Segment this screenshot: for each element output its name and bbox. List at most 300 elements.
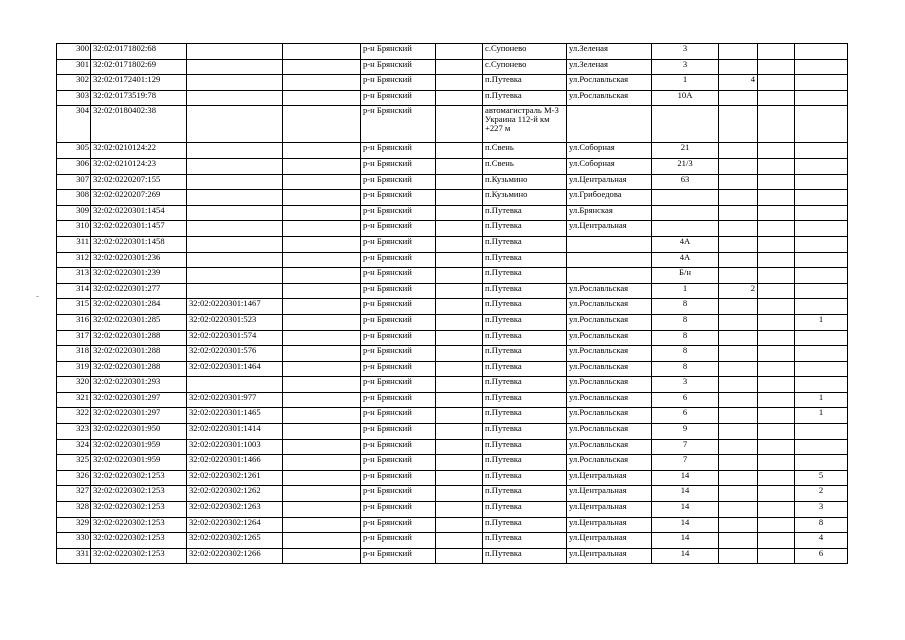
linked-cadastral-number: 32:02:0220302:1263 [187, 502, 283, 518]
linked-cadastral-number: 32:02:0220302:1265 [187, 533, 283, 549]
empty-cell [436, 330, 483, 346]
street: ул.Центральная [567, 486, 652, 502]
table-row [57, 190, 848, 206]
table-row [57, 486, 848, 502]
house-number: 3 [652, 377, 719, 393]
empty-cell [283, 106, 361, 143]
house-number: 7 [652, 439, 719, 455]
empty-cell [758, 59, 795, 75]
cadastral-number: 32:02:0220301:285 [91, 314, 187, 330]
linked-cadastral-number [187, 75, 283, 91]
locality: п.Путевка [483, 314, 567, 330]
district: р-н Брянский [361, 90, 436, 106]
street: ул.Рославльская [567, 439, 652, 455]
count-value [795, 59, 848, 75]
house-number: 14 [652, 486, 719, 502]
street: ул.Рославльская [567, 455, 652, 471]
locality: п.Путевка [483, 533, 567, 549]
empty-cell [758, 361, 795, 377]
cadastral-number: 32:02:0220207:155 [91, 174, 187, 190]
empty-cell [283, 314, 361, 330]
count-value: 1 [795, 314, 848, 330]
locality: п.Путевка [483, 299, 567, 315]
house-number: 14 [652, 502, 719, 518]
linked-cadastral-number [187, 283, 283, 299]
extra-number [719, 106, 758, 143]
empty-cell [758, 548, 795, 564]
street: ул.Брянская [567, 205, 652, 221]
linked-cadastral-number [187, 44, 283, 60]
row-number: 306 [57, 158, 91, 174]
empty-cell [758, 299, 795, 315]
cadastral-number: 32:02:0180402:38 [91, 106, 187, 143]
house-number: 6 [652, 392, 719, 408]
count-value: 5 [795, 470, 848, 486]
table-row [57, 221, 848, 237]
empty-cell [758, 236, 795, 252]
empty-cell [436, 361, 483, 377]
empty-cell [758, 90, 795, 106]
empty-cell [436, 533, 483, 549]
extra-number [719, 392, 758, 408]
locality: п.Путевка [483, 377, 567, 393]
cadastral-number: 32:02:0220301:297 [91, 408, 187, 424]
district: р-н Брянский [361, 377, 436, 393]
extra-number [719, 174, 758, 190]
locality: п.Путевка [483, 548, 567, 564]
table-row [57, 44, 848, 60]
count-value [795, 205, 848, 221]
empty-cell [758, 252, 795, 268]
empty-cell [436, 174, 483, 190]
linked-cadastral-number [187, 252, 283, 268]
district: р-н Брянский [361, 299, 436, 315]
table-row [57, 548, 848, 564]
extra-number [719, 377, 758, 393]
street: ул.Рославльская [567, 408, 652, 424]
locality: п.Свень [483, 158, 567, 174]
cadastral-number: 32:02:0210124:23 [91, 158, 187, 174]
empty-cell [758, 486, 795, 502]
count-value [795, 106, 848, 143]
count-value [795, 455, 848, 471]
empty-cell [436, 424, 483, 440]
count-value: 3 [795, 502, 848, 518]
locality: п.Путевка [483, 283, 567, 299]
table-row [57, 330, 848, 346]
cadastral-number: 32:02:0220301:277 [91, 283, 187, 299]
locality: п.Путевка [483, 408, 567, 424]
cadastral-number: 32:02:0220301:959 [91, 439, 187, 455]
empty-cell [283, 517, 361, 533]
empty-cell [436, 59, 483, 75]
table-row [57, 517, 848, 533]
street [567, 236, 652, 252]
district: р-н Брянский [361, 221, 436, 237]
extra-number [719, 486, 758, 502]
district: р-н Брянский [361, 314, 436, 330]
extra-number: 2 [719, 283, 758, 299]
row-number: 331 [57, 548, 91, 564]
street: ул.Зеленая [567, 59, 652, 75]
table-row [57, 439, 848, 455]
street: ул.Грибоедова [567, 190, 652, 206]
row-number: 318 [57, 346, 91, 362]
empty-cell [283, 330, 361, 346]
row-number: 308 [57, 190, 91, 206]
district: р-н Брянский [361, 392, 436, 408]
count-value [795, 236, 848, 252]
locality: п.Путевка [483, 90, 567, 106]
table-row [57, 236, 848, 252]
empty-cell [436, 190, 483, 206]
extra-number [719, 299, 758, 315]
locality: п.Путевка [483, 455, 567, 471]
district: р-н Брянский [361, 236, 436, 252]
house-number: Б/н [652, 268, 719, 284]
cadastral-number: 32:02:0171802:68 [91, 44, 187, 60]
count-value [795, 283, 848, 299]
locality: п.Кузьмино [483, 174, 567, 190]
linked-cadastral-number: 32:02:0220301:523 [187, 314, 283, 330]
extra-number [719, 90, 758, 106]
house-number: 8 [652, 330, 719, 346]
empty-cell [758, 533, 795, 549]
cadastral-number: 32:02:0220301:239 [91, 268, 187, 284]
extra-number [719, 361, 758, 377]
street: ул.Рославльская [567, 75, 652, 91]
district: р-н Брянский [361, 361, 436, 377]
house-number: 63 [652, 174, 719, 190]
extra-number [719, 221, 758, 237]
table-row [57, 392, 848, 408]
empty-cell [758, 205, 795, 221]
empty-cell [758, 44, 795, 60]
registry-table-body [57, 44, 848, 564]
cadastral-number: 32:02:0220301:1457 [91, 221, 187, 237]
empty-cell [436, 90, 483, 106]
extra-number [719, 408, 758, 424]
empty-cell [436, 548, 483, 564]
linked-cadastral-number [187, 221, 283, 237]
street: ул.Центральная [567, 517, 652, 533]
extra-number [719, 330, 758, 346]
locality: п.Путевка [483, 424, 567, 440]
linked-cadastral-number: 32:02:0220302:1264 [187, 517, 283, 533]
house-number: 14 [652, 517, 719, 533]
district: р-н Брянский [361, 424, 436, 440]
table-row [57, 59, 848, 75]
table-row [57, 174, 848, 190]
cadastral-number: 32:02:0220301:288 [91, 330, 187, 346]
cadastral-number: 32:02:0172401:129 [91, 75, 187, 91]
district: р-н Брянский [361, 346, 436, 362]
table-row [57, 533, 848, 549]
empty-cell [283, 439, 361, 455]
district: р-н Брянский [361, 486, 436, 502]
empty-cell [758, 314, 795, 330]
locality: п.Путевка [483, 361, 567, 377]
cadastral-number: 32:02:0220302:1253 [91, 548, 187, 564]
cadastral-number: 32:02:0220302:1253 [91, 502, 187, 518]
locality: п.Путевка [483, 502, 567, 518]
house-number: 8 [652, 346, 719, 362]
house-number: 6 [652, 408, 719, 424]
district: р-н Брянский [361, 408, 436, 424]
empty-cell [436, 143, 483, 159]
row-number: 305 [57, 143, 91, 159]
row-number: 302 [57, 75, 91, 91]
district: р-н Брянский [361, 533, 436, 549]
empty-cell [436, 392, 483, 408]
empty-cell [283, 44, 361, 60]
linked-cadastral-number: 32:02:0220301:1414 [187, 424, 283, 440]
district: р-н Брянский [361, 252, 436, 268]
street [567, 106, 652, 143]
street: ул.Рославльская [567, 361, 652, 377]
empty-cell [758, 75, 795, 91]
extra-number [719, 205, 758, 221]
cadastral-number: 32:02:0220302:1253 [91, 517, 187, 533]
count-value [795, 346, 848, 362]
street [567, 252, 652, 268]
empty-cell [436, 106, 483, 143]
empty-cell [758, 106, 795, 143]
row-number: 315 [57, 299, 91, 315]
empty-cell [436, 502, 483, 518]
empty-cell [436, 486, 483, 502]
count-value [795, 174, 848, 190]
row-number: 320 [57, 377, 91, 393]
linked-cadastral-number: 32:02:0220301:1465 [187, 408, 283, 424]
cadastral-number: 32:02:0220301:288 [91, 361, 187, 377]
row-number: 325 [57, 455, 91, 471]
row-number: 329 [57, 517, 91, 533]
empty-cell [758, 408, 795, 424]
row-number: 322 [57, 408, 91, 424]
table-row [57, 424, 848, 440]
row-number: 311 [57, 236, 91, 252]
linked-cadastral-number: 32:02:0220301:977 [187, 392, 283, 408]
house-number: 4А [652, 236, 719, 252]
cadastral-number: 32:02:0220301:288 [91, 346, 187, 362]
empty-cell [436, 377, 483, 393]
linked-cadastral-number: 32:02:0220301:1467 [187, 299, 283, 315]
empty-cell [758, 330, 795, 346]
empty-cell [283, 533, 361, 549]
empty-cell [758, 268, 795, 284]
count-value: 4 [795, 533, 848, 549]
empty-cell [283, 221, 361, 237]
locality: п.Путевка [483, 205, 567, 221]
empty-cell [436, 252, 483, 268]
empty-cell [283, 59, 361, 75]
count-value [795, 190, 848, 206]
linked-cadastral-number: 32:02:0220301:574 [187, 330, 283, 346]
house-number: 8 [652, 314, 719, 330]
table-row [57, 143, 848, 159]
count-value: 2 [795, 486, 848, 502]
district: р-н Брянский [361, 470, 436, 486]
linked-cadastral-number: 32:02:0220302:1261 [187, 470, 283, 486]
cadastral-number: 32:02:0220301:293 [91, 377, 187, 393]
row-number: 301 [57, 59, 91, 75]
empty-cell [283, 548, 361, 564]
table-row [57, 470, 848, 486]
district: р-н Брянский [361, 455, 436, 471]
empty-cell [283, 408, 361, 424]
count-value: 1 [795, 392, 848, 408]
street: ул.Рославльская [567, 299, 652, 315]
district: р-н Брянский [361, 190, 436, 206]
extra-number: 4 [719, 75, 758, 91]
street: ул.Соборная [567, 158, 652, 174]
extra-number [719, 424, 758, 440]
table-row [57, 106, 848, 143]
house-number: 3 [652, 59, 719, 75]
empty-cell [436, 470, 483, 486]
empty-cell [283, 346, 361, 362]
street: ул.Зеленая [567, 44, 652, 60]
linked-cadastral-number [187, 59, 283, 75]
locality: п.Путевка [483, 470, 567, 486]
empty-cell [436, 439, 483, 455]
house-number: 21 [652, 143, 719, 159]
district: р-н Брянский [361, 106, 436, 143]
cadastral-number: 32:02:0210124:22 [91, 143, 187, 159]
empty-cell [283, 455, 361, 471]
empty-cell [758, 439, 795, 455]
district: р-н Брянский [361, 205, 436, 221]
row-number: 309 [57, 205, 91, 221]
house-number: 1 [652, 75, 719, 91]
street: ул.Центральная [567, 470, 652, 486]
extra-number [719, 143, 758, 159]
empty-cell [283, 158, 361, 174]
empty-cell [758, 346, 795, 362]
count-value [795, 268, 848, 284]
empty-cell [436, 221, 483, 237]
empty-cell [283, 205, 361, 221]
empty-cell [283, 470, 361, 486]
empty-cell [758, 190, 795, 206]
row-number: 313 [57, 268, 91, 284]
locality: п.Путевка [483, 346, 567, 362]
linked-cadastral-number: 32:02:0220301:576 [187, 346, 283, 362]
street [567, 268, 652, 284]
extra-number [719, 517, 758, 533]
linked-cadastral-number [187, 106, 283, 143]
count-value [795, 90, 848, 106]
empty-cell [283, 174, 361, 190]
district: р-н Брянский [361, 158, 436, 174]
locality: автомагистраль М-3 Украина 112-й км +227 м [483, 106, 567, 143]
empty-cell [758, 143, 795, 159]
empty-cell [758, 424, 795, 440]
empty-cell [283, 299, 361, 315]
empty-cell [283, 392, 361, 408]
street: ул.Рославльская [567, 424, 652, 440]
count-value [795, 361, 848, 377]
empty-cell [283, 143, 361, 159]
row-number: 303 [57, 90, 91, 106]
locality: п.Путевка [483, 268, 567, 284]
count-value [795, 221, 848, 237]
street: ул.Рославльская [567, 314, 652, 330]
count-value: 8 [795, 517, 848, 533]
district: р-н Брянский [361, 548, 436, 564]
empty-cell [758, 392, 795, 408]
house-number [652, 221, 719, 237]
locality: п.Путевка [483, 252, 567, 268]
count-value [795, 158, 848, 174]
table-row [57, 299, 848, 315]
empty-cell [283, 283, 361, 299]
extra-number [719, 59, 758, 75]
house-number: 21/3 [652, 158, 719, 174]
house-number: 9 [652, 424, 719, 440]
street: ул.Рославльская [567, 392, 652, 408]
extra-number [719, 190, 758, 206]
empty-cell [283, 268, 361, 284]
empty-cell [758, 158, 795, 174]
row-number: 326 [57, 470, 91, 486]
empty-cell [283, 252, 361, 268]
cadastral-number: 32:02:0220302:1253 [91, 533, 187, 549]
empty-cell [436, 299, 483, 315]
locality: с.Супонево [483, 59, 567, 75]
cadastral-number: 32:02:0220301:959 [91, 455, 187, 471]
count-value [795, 143, 848, 159]
count-value: 6 [795, 548, 848, 564]
row-number: 312 [57, 252, 91, 268]
count-value [795, 377, 848, 393]
empty-cell [283, 190, 361, 206]
cadastral-number: 32:02:0220207:269 [91, 190, 187, 206]
cadastral-number: 32:02:0220301:236 [91, 252, 187, 268]
empty-cell [436, 268, 483, 284]
empty-cell [283, 361, 361, 377]
empty-cell [758, 221, 795, 237]
cadastral-number: 32:02:0220301:297 [91, 392, 187, 408]
street: ул.Рославльская [567, 346, 652, 362]
row-number: 317 [57, 330, 91, 346]
table-row [57, 158, 848, 174]
house-number: 7 [652, 455, 719, 471]
table-row [57, 283, 848, 299]
locality: п.Путевка [483, 236, 567, 252]
count-value [795, 439, 848, 455]
street: ул.Рославльская [567, 90, 652, 106]
house-number [652, 205, 719, 221]
linked-cadastral-number [187, 143, 283, 159]
empty-cell [436, 408, 483, 424]
row-number: 321 [57, 392, 91, 408]
extra-number [719, 236, 758, 252]
street: ул.Рославльская [567, 283, 652, 299]
house-number: 8 [652, 299, 719, 315]
cadastral-number: 32:02:0220302:1253 [91, 486, 187, 502]
table-row [57, 455, 848, 471]
table-row [57, 205, 848, 221]
locality: п.Путевка [483, 330, 567, 346]
empty-cell [436, 158, 483, 174]
empty-cell [436, 455, 483, 471]
house-number: 14 [652, 533, 719, 549]
empty-cell [436, 314, 483, 330]
row-number: 310 [57, 221, 91, 237]
street: ул.Центральная [567, 533, 652, 549]
